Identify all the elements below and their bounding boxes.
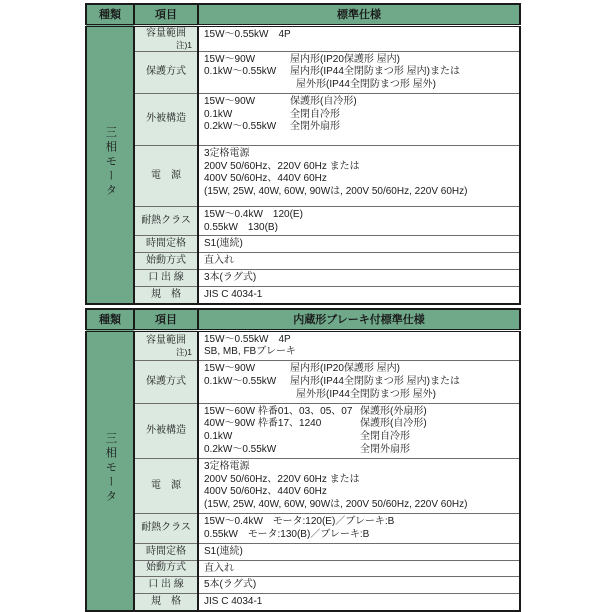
value-line: 40W～90W 枠番17、1240 <box>204 418 322 430</box>
value-line: 屋内形(IP44全閉防まつ形 屋内)または <box>290 66 461 78</box>
item-label: 時間定格 <box>146 238 186 250</box>
value-line: 保護形(外扇形) <box>360 405 427 417</box>
kind-label: 三相モータ <box>104 126 117 199</box>
item-label: 口 出 線 <box>148 272 184 284</box>
value-line: JIS C 4034-1 <box>204 596 263 608</box>
header-row <box>86 4 520 25</box>
value-line: 0.55kW モータ:130(B)／ブレーキ:B <box>204 528 370 540</box>
item-label: 容量範囲 <box>146 27 186 39</box>
value-line: 15W～0.55kW 4P <box>204 28 291 40</box>
table-row <box>86 206 520 236</box>
lead-wires-value <box>198 270 520 287</box>
row-label-time-rating <box>134 543 198 560</box>
row-label-starting-method <box>134 560 198 577</box>
row-label-standard <box>134 594 198 611</box>
value-line: 屋外形(IP44全閉防まつ形 屋外) <box>296 79 437 91</box>
value-line: 0.2kW～0.55kW <box>204 121 277 133</box>
value-line: 屋内形(IP20保護形 屋内) <box>290 53 401 65</box>
value-line: 直入れ <box>204 255 234 267</box>
value-line: 0.1kW～0.55kW <box>204 375 277 387</box>
table-row <box>86 270 520 287</box>
item-label: 電 源 <box>151 479 181 491</box>
row-label-lead-wires <box>134 577 198 594</box>
row-label-heat-class <box>134 513 198 543</box>
standard-value <box>198 594 520 611</box>
value-line: 全閉外扇形 <box>360 443 410 455</box>
enclosure-value <box>198 93 520 145</box>
value-line: 3定格電源 <box>204 147 250 159</box>
power-supply-value <box>198 458 520 513</box>
kind-cell <box>86 330 134 611</box>
table-row <box>86 25 520 51</box>
value-line: 全閉外扇形 <box>290 121 340 133</box>
value-line: 保護形(自冷形) <box>290 95 357 107</box>
value-line: 全閉自冷形 <box>290 108 340 120</box>
item-label: 保護方式 <box>146 375 186 387</box>
table-row <box>86 361 520 403</box>
value-line: 0.55kW 130(B) <box>204 221 278 233</box>
table-row <box>86 560 520 577</box>
col-header-spec: 内蔵形ブレーキ付標準仕様 <box>198 309 520 330</box>
item-label: 外被構造 <box>146 424 186 436</box>
row-label-starting-method <box>134 253 198 270</box>
value-line: 15W～90W <box>204 53 256 65</box>
table-row <box>86 403 520 458</box>
heat-class-value <box>198 513 520 543</box>
note-ref: 注)1 <box>175 346 192 357</box>
table-row <box>86 577 520 594</box>
value-line: S1(連続) <box>204 545 243 557</box>
value-line: 15W～0.4kW 120(E) <box>204 208 303 220</box>
value-line: 5本(ラグ式) <box>204 579 257 591</box>
table-row <box>86 253 520 270</box>
value-line: 屋内形(IP20保護形 屋内) <box>290 363 401 375</box>
value-line: 直入れ <box>204 562 234 574</box>
value-line: 0.1kW <box>204 108 233 120</box>
item-label: 規 格 <box>151 289 181 301</box>
starting-method-value <box>198 560 520 577</box>
item-label: 保護方式 <box>146 66 186 78</box>
table-row <box>86 458 520 513</box>
col-header-kind: 種類 <box>86 4 134 25</box>
value-line: 15W～60W 枠番01、03、05、07 <box>204 405 353 417</box>
item-label: 耐熱クラス <box>141 215 191 227</box>
col-header-spec: 標準仕様 <box>198 4 520 25</box>
note-ref: 注)1 <box>175 39 192 50</box>
value-line: 3本(ラグ式) <box>204 272 257 284</box>
enclosure-value <box>198 403 520 458</box>
time-rating-value <box>198 543 520 560</box>
value-line: 屋内形(IP44全閉防まつ形 屋内)または <box>290 375 461 387</box>
value-line: 400V 50/60Hz、440V 60Hz <box>204 486 327 498</box>
table-row <box>86 513 520 543</box>
brake-spec-table <box>85 308 521 612</box>
capacity-range-value <box>198 330 520 361</box>
standard-spec-table <box>85 3 521 305</box>
value-line: 保護形(自冷形) <box>360 418 427 430</box>
row-label-enclosure <box>134 403 198 458</box>
table-row <box>86 543 520 560</box>
col-header-kind: 種類 <box>86 309 134 330</box>
value-line: 15W～90W <box>204 95 256 107</box>
table-row <box>86 236 520 253</box>
table-row <box>86 145 520 206</box>
item-label: 電 源 <box>151 169 181 181</box>
value-line: 200V 50/60Hz、220V 60Hz または <box>204 473 360 485</box>
kind-label: 三相モータ <box>104 432 117 505</box>
power-supply-value <box>198 145 520 206</box>
value-line: JIS C 4034-1 <box>204 289 263 301</box>
item-label: 外被構造 <box>146 113 186 125</box>
spec-tables <box>85 3 521 612</box>
row-label-enclosure <box>134 93 198 145</box>
protection-type-value <box>198 51 520 93</box>
row-label-capacity-range <box>134 330 198 361</box>
row-label-standard <box>134 287 198 304</box>
row-label-protection-type <box>134 51 198 93</box>
header-row <box>86 309 520 330</box>
row-label-lead-wires <box>134 270 198 287</box>
value-line: 0.2kW～0.55kW <box>204 443 277 455</box>
row-label-heat-class <box>134 206 198 236</box>
value-line: 3定格電源 <box>204 460 250 472</box>
value-line: 0.1kW～0.55kW <box>204 66 277 78</box>
value-line: (15W, 25W, 40W, 60W, 90Wは, 200V 50/60Hz, 220V 60Hz) <box>204 499 468 511</box>
lead-wires-value <box>198 577 520 594</box>
protection-type-value <box>198 361 520 403</box>
row-label-power-supply <box>134 458 198 513</box>
item-label: 容量範囲 <box>146 334 186 346</box>
item-label: 時間定格 <box>146 545 186 557</box>
value-line: 15W～90W <box>204 363 256 375</box>
standard-value <box>198 287 520 304</box>
time-rating-value <box>198 236 520 253</box>
starting-method-value <box>198 253 520 270</box>
item-label: 始動方式 <box>146 562 186 574</box>
col-header-item: 項目 <box>134 4 198 25</box>
value-line: SB, MB, FBブレーキ <box>204 346 296 358</box>
table-row <box>86 93 520 145</box>
heat-class-value <box>198 206 520 236</box>
row-label-protection-type <box>134 361 198 403</box>
table-row <box>86 330 520 361</box>
value-line: 400V 50/60Hz、440V 60Hz <box>204 173 327 185</box>
value-line: 15W～0.55kW 4P <box>204 333 291 345</box>
row-label-time-rating <box>134 236 198 253</box>
row-label-capacity-range <box>134 25 198 51</box>
item-label: 規 格 <box>151 596 181 608</box>
value-line: 0.1kW <box>204 431 233 443</box>
kind-cell <box>86 25 134 304</box>
col-header-item: 項目 <box>134 309 198 330</box>
value-line: 200V 50/60Hz、220V 60Hz または <box>204 160 360 172</box>
value-line: (15W, 25W, 40W, 60W, 90Wは, 200V 50/60Hz, 220V 60Hz) <box>204 186 468 198</box>
table-row <box>86 594 520 611</box>
table-row <box>86 51 520 93</box>
item-label: 始動方式 <box>146 255 186 267</box>
table-row <box>86 287 520 304</box>
value-line: S1(連続) <box>204 238 243 250</box>
item-label: 口 出 線 <box>148 579 184 591</box>
row-label-power-supply <box>134 145 198 206</box>
value-line: 15W～0.4kW モータ:120(E)／ブレーキ:B <box>204 515 395 527</box>
value-line: 屋外形(IP44全閉防まつ形 屋外) <box>296 388 437 400</box>
value-line: 全閉自冷形 <box>360 431 410 443</box>
item-label: 耐熱クラス <box>141 522 191 534</box>
capacity-range-value <box>198 25 520 51</box>
